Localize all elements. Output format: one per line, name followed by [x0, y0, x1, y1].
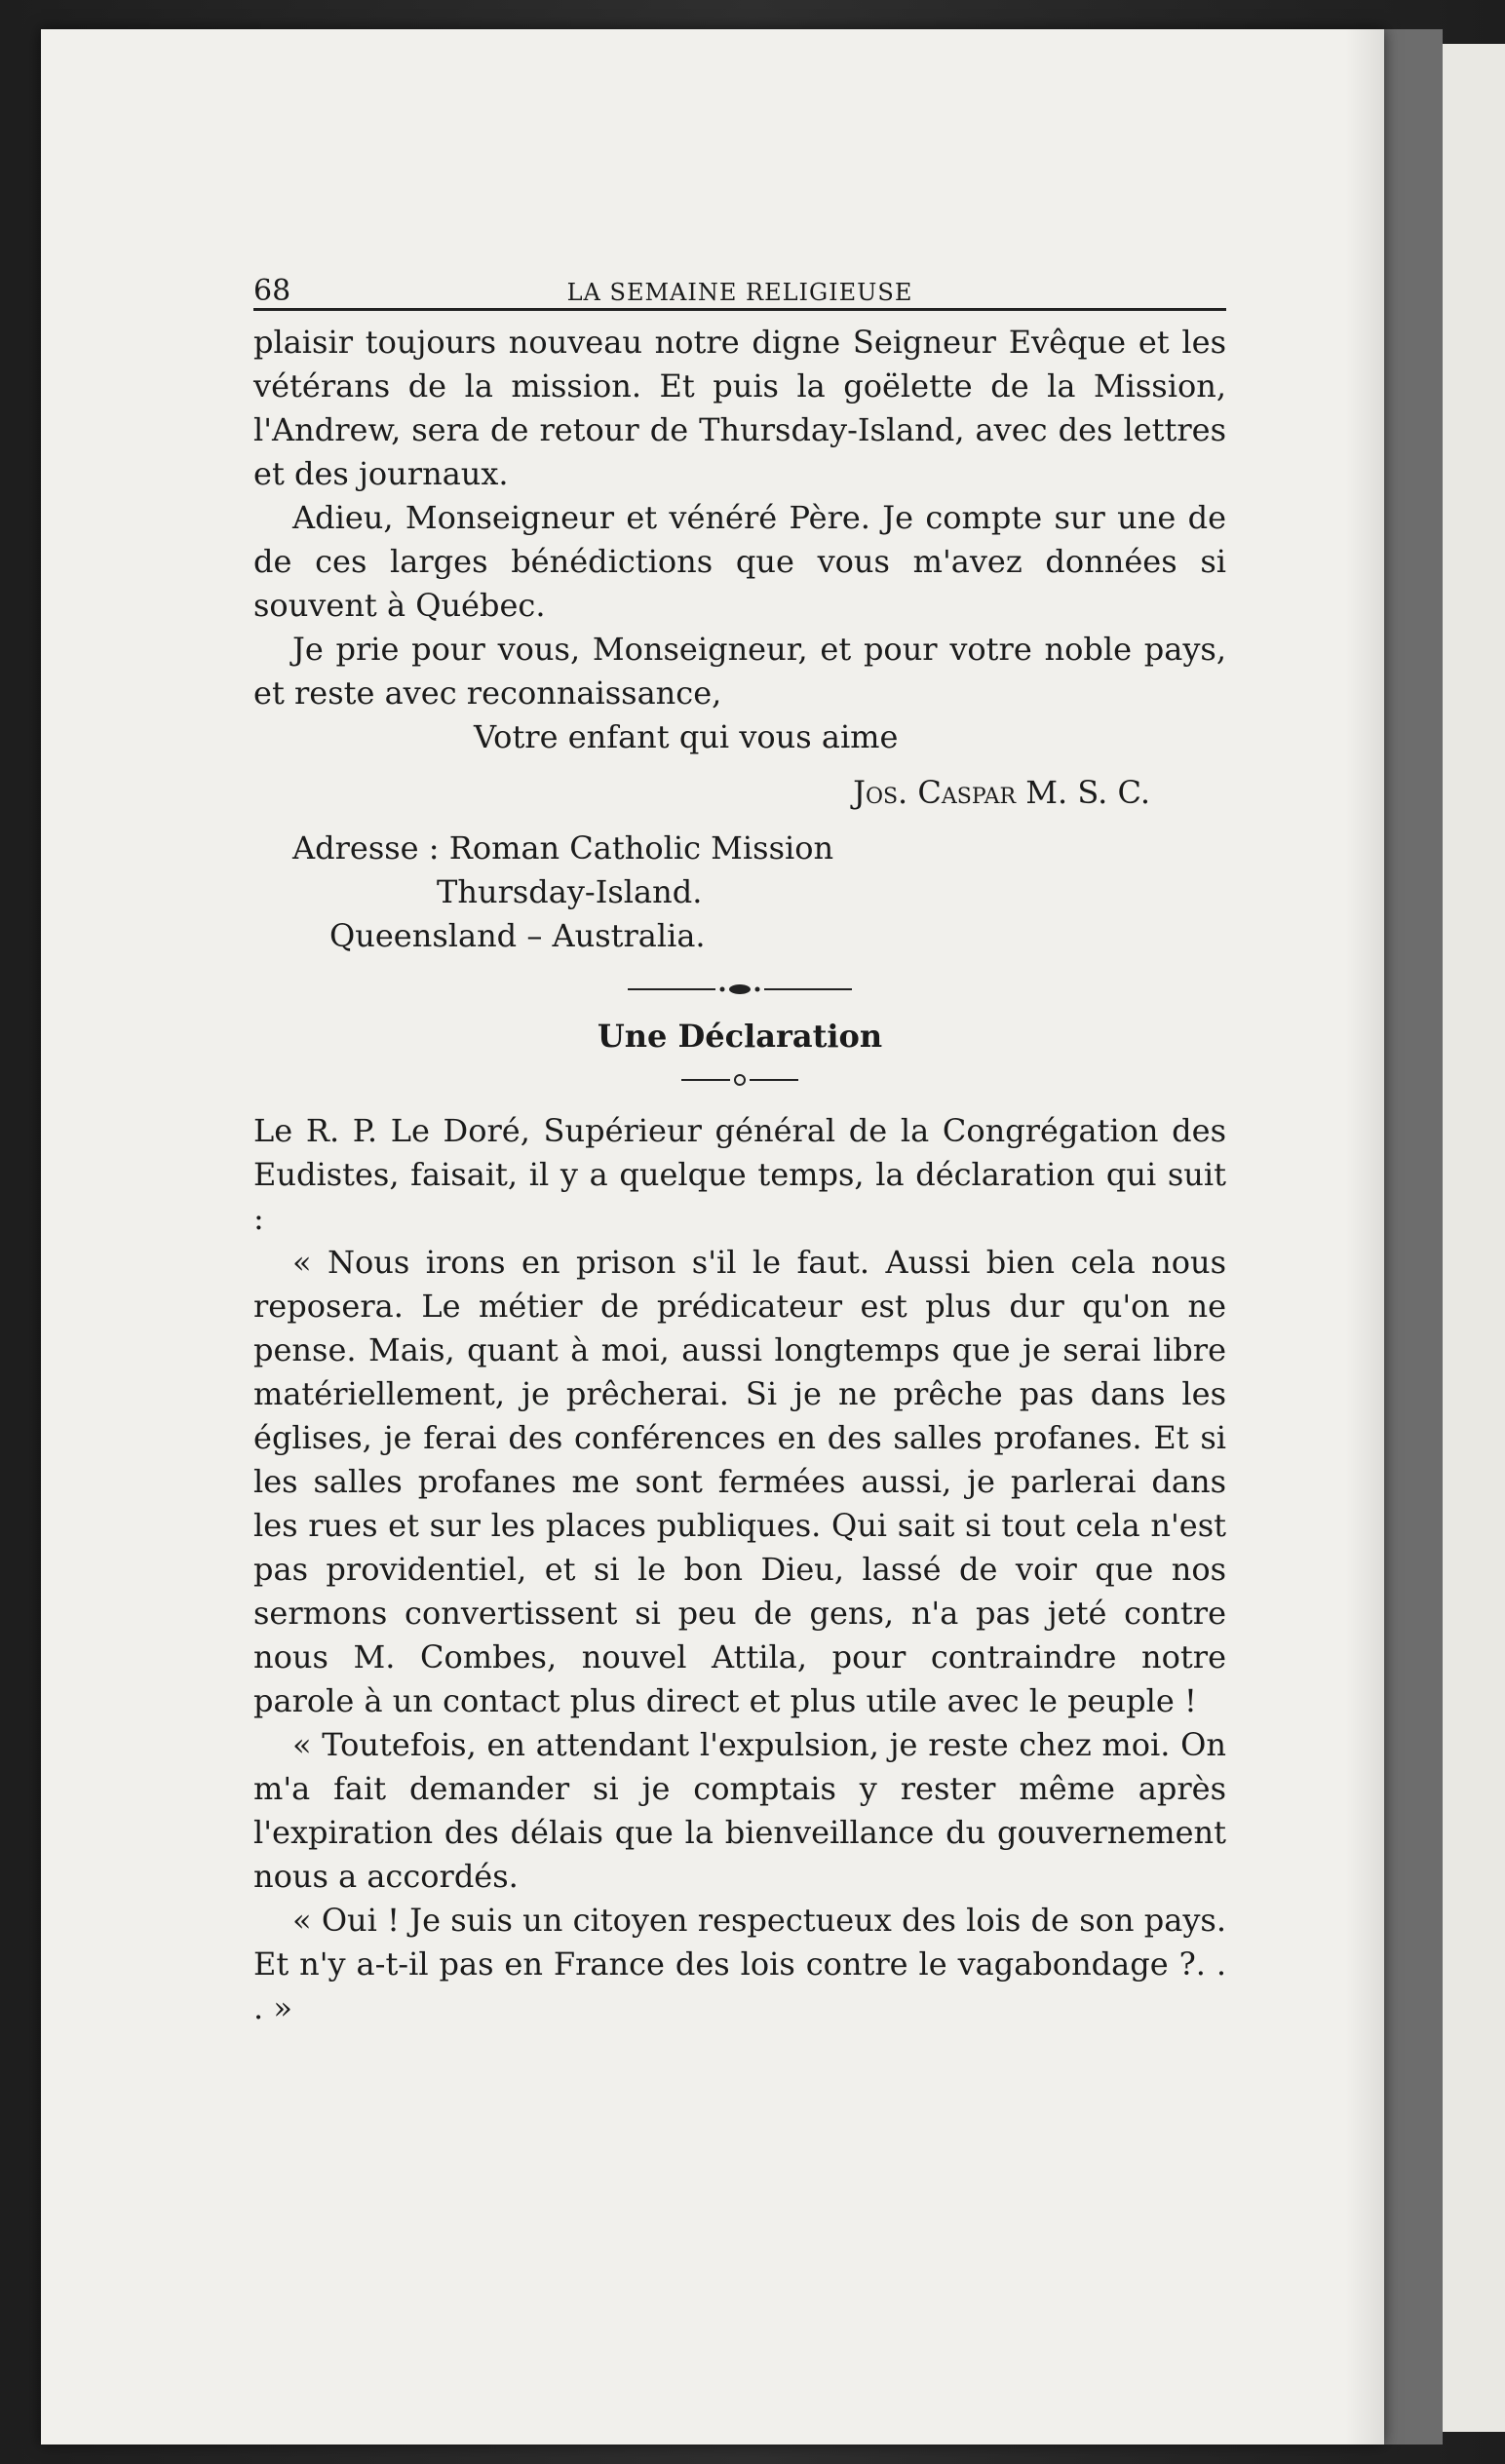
article-paragraph-4: « Oui ! Je suis un citoyen respectueux des lois de son pays. Et n'y a-t-il pas en France des lois contre le vagabondage ?. . . »	[253, 1902, 1226, 2026]
address-line-2: Thursday-Island.	[437, 873, 703, 910]
page-number: 68	[253, 274, 291, 308]
letter-paragraph-3: Je prie pour vous, Monseigneur, et pour votre noble pays, et reste avec reconnaissance,	[253, 631, 1226, 712]
address-line-3: Queensland – Australia.	[329, 917, 706, 954]
article-paragraph-2: « Nous irons en prison s'il le faut. Aussi bien cela nous reposera. Le métier de prédicateur est plus dur qu'on ne pense. Mais, quant à moi, aussi longtemps que je serai libre matériellement, je prêcherai. Si je ne prêche pas dans les églises, je ferai des conférences en des salles profanes. Et si les salles profanes me sont fermées aussi, je parlerai dans les rues et sur les places publiques. Qui sait si tout cela n'est pas providentiel, et si le bon Dieu, lassé de voir que nos sermons convertissent si peu de gens, n'a pas jeté contre nous M. Combes, nouvel Attila, pour contraindre notre parole à un contact plus direct et plus utile avec le peuple !	[253, 1244, 1226, 1719]
letter-signature: Jos. Caspar M. S. C.	[853, 774, 1150, 811]
address-line-1: Adresse : Roman Catholic Mission	[292, 829, 834, 866]
book-gutter	[1384, 29, 1443, 2445]
letter-paragraph-2: Adieu, Monseigneur et vénéré Père. Je compte sur une de de ces larges bénédictions que vous m'avez données si souvent à Québec.	[253, 499, 1226, 624]
adjacent-page-edge	[1443, 44, 1505, 2432]
page-edge-shadow	[1345, 29, 1384, 2445]
running-title: LA SEMAINE RELIGIEUSE	[566, 279, 913, 306]
title-divider-ornament	[681, 1072, 798, 1088]
letter-paragraph-1: plaisir toujours nouveau notre digne Seigneur Evêque et les vétérans de la mission. Et puis la goëlette de la Mission, l'Andrew, sera de retour de Thursday-Island, avec des lettres et des journaux.	[253, 324, 1226, 492]
page-text	[253, 263, 1226, 2030]
article-title: Une Déclaration	[597, 1018, 883, 1055]
letter-closing: Votre enfant qui vous aime	[474, 718, 899, 755]
section-divider-ornament	[628, 980, 852, 999]
page-header	[253, 263, 1226, 308]
article-paragraph-1: Le R. P. Le Doré, Supérieur général de la Congrégation des Eudistes, faisait, il y a quelque temps, la déclaration qui suit :	[253, 1112, 1226, 1237]
article-paragraph-3: « Toutefois, en attendant l'expulsion, je reste chez moi. On m'a fait demander si je comptais y rester même après l'expiration des délais que la bienveillance du gouvernement nous a accordés.	[253, 1726, 1226, 1895]
